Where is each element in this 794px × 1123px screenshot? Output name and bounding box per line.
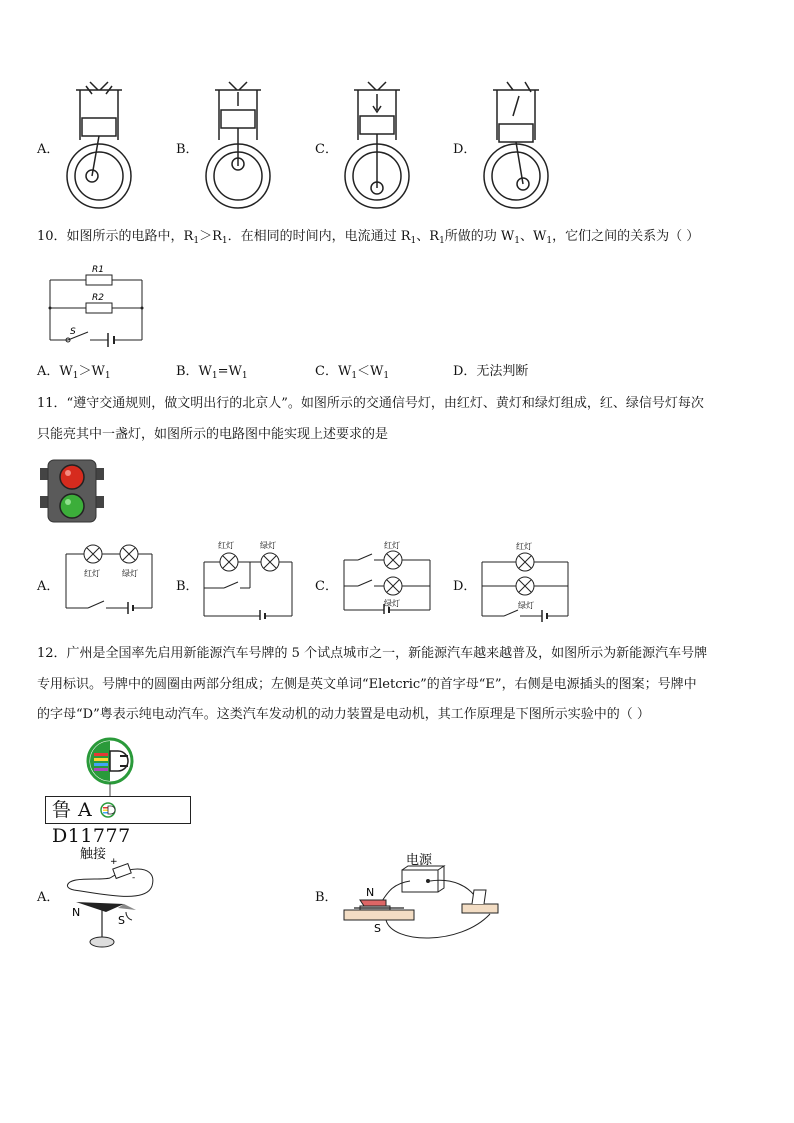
q9-option-b-label: B． — [176, 142, 199, 157]
q9-engine-b-diagram — [201, 80, 275, 216]
b-n-label: N — [366, 886, 375, 899]
q10-option-c-part: C．W — [315, 364, 352, 379]
q10-option-b-part: =W — [217, 364, 242, 379]
q10-r2-label: R2 — [92, 293, 104, 303]
q9-engine-a-diagram — [62, 80, 136, 216]
q11-option-d-label: D． — [453, 579, 477, 594]
q11-d-red-label: 红灯 — [516, 542, 532, 551]
q11-option-a-label: A． — [37, 579, 60, 594]
q10-stem-part: 所做的功 W — [444, 229, 515, 244]
q9-option-a-label: A． — [37, 142, 60, 157]
q10-stem-part: ．在相同的时间内，电流通过 R — [227, 229, 411, 244]
q10-stem-sub: 1 — [439, 236, 445, 246]
q10-option-b-sub: 1 — [211, 371, 218, 381]
q9-engine-d-diagram — [479, 80, 553, 216]
q10-option-c-sub: 1 — [351, 371, 358, 381]
q12-stem-line2: 专用标识。号牌中的圆圈由两部分组成；左侧是英文单词“Eletcric”的首字母“E”，右侧是电源插头的图案；号牌中 — [37, 677, 697, 692]
q11-circuit-c — [340, 538, 436, 614]
q10-stem-sub: 1 — [221, 236, 228, 246]
q10-option-c-sub: 1 — [383, 371, 390, 381]
q11-stem-line2: 只能亮其中一盏灯，如图所示的电路图中能实现上述要求的是 — [37, 427, 389, 442]
q11-circuit-b — [200, 538, 298, 620]
q9-engine-c-diagram — [340, 80, 414, 216]
q10-option-b-part: B．W — [176, 364, 212, 379]
q11-option-c-label: C． — [315, 579, 338, 594]
b-s-label: S — [374, 922, 381, 935]
traffic-light-icon — [40, 458, 104, 524]
q11-stem-line1: 11．“遵守交通规则，做文明出行的北京人”。如图所示的交通信号灯，由红灯、黄灯和绿灯组成，红、绿信号灯每次 — [37, 396, 704, 411]
q10-option-c — [315, 363, 389, 385]
svg-text:-: - — [132, 873, 136, 883]
q10-stem-sub: 1 — [410, 236, 417, 246]
q10-stem-part: 、W — [520, 229, 547, 244]
q12-experiment-a-diagram — [62, 842, 166, 954]
q10-r1-label: R1 — [92, 265, 104, 275]
q10-stem-part: 、R — [416, 229, 440, 244]
q9-option-c-label: C． — [315, 142, 338, 157]
a-n-label: N — [72, 906, 81, 919]
q12-stem-line3: 的字母“D”粤表示纯电动汽车。这类汽车发动机的动力装置是电动机，其工作原理是下图所示实验中的（ ） — [37, 707, 650, 722]
q11-c-green-label: 绿灯 — [384, 599, 400, 608]
new-energy-logo-icon — [86, 737, 138, 797]
plate-text-right: D11777 — [52, 825, 131, 847]
q10-option-d: D．无法判断 — [453, 364, 529, 379]
q10-stem-sub: 1 — [514, 236, 521, 246]
q12-experiment-b-diagram — [340, 848, 500, 948]
q10-stem-part: ＞R — [199, 229, 222, 244]
plate-text-left: 鲁 A — [52, 799, 93, 821]
license-plate — [45, 796, 191, 847]
q11-b-green-label: 绿灯 — [260, 541, 276, 550]
q10-circuit-diagram — [44, 260, 148, 350]
q10-option-b — [176, 363, 248, 385]
q10-stem-sub: 1 — [193, 236, 200, 246]
plate-logo-icon — [100, 799, 116, 815]
q11-a-green-label: 绿灯 — [122, 569, 138, 578]
q12-option-a-label: A． — [37, 890, 60, 905]
q10-option-a-sub: 1 — [72, 371, 79, 381]
q10-stem-part: ，它们之间的关系为（ ） — [552, 229, 700, 244]
q10-option-a — [37, 363, 111, 385]
q11-circuit-a — [62, 540, 158, 614]
q11-d-green-label: 绿灯 — [518, 601, 534, 610]
q11-circuit-d — [478, 538, 574, 624]
q10-option-b-sub: 1 — [241, 371, 248, 381]
q10-option-a-part: A．W — [37, 364, 73, 379]
touch-label: 触接 — [80, 847, 107, 862]
q12-stem-line1: 12．广州是全国率先启用新能源汽车号牌的 5 个试点城市之一，新能源汽车越来越普及，如图所示为新能源汽车号牌 — [37, 646, 708, 661]
q9-option-d-label: D． — [453, 142, 477, 157]
q11-b-red-label: 红灯 — [218, 541, 234, 550]
q10-stem — [37, 228, 699, 250]
q12-option-b-label: B． — [315, 890, 338, 905]
q11-a-red-label: 红灯 — [84, 569, 100, 578]
q11-c-red-label: 红灯 — [384, 541, 400, 550]
q10-s-label: S — [70, 327, 76, 337]
power-label: 电源 — [406, 853, 433, 868]
svg-text:+: + — [110, 857, 118, 867]
a-s-label: S — [118, 914, 125, 927]
q10-option-a-part: ＞W — [78, 364, 105, 379]
q10-option-a-sub: 1 — [104, 371, 111, 381]
q10-stem-part: 10．如图所示的电路中，R — [37, 229, 194, 244]
q10-stem-sub: 1 — [546, 236, 553, 246]
q11-option-b-label: B． — [176, 579, 199, 594]
q10-option-c-part: ＜W — [357, 364, 384, 379]
